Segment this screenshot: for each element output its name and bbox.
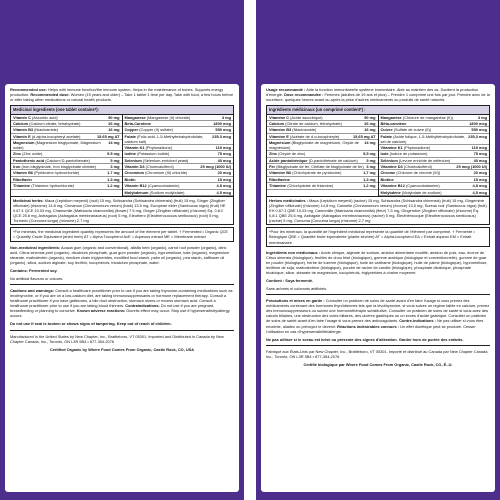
ingredient-row bbox=[123, 134, 234, 145]
ingredient-name-label: Vitamine D3 bbox=[380, 164, 403, 170]
ingredient-name bbox=[125, 127, 216, 132]
ingredient-row bbox=[379, 190, 490, 196]
ingredient-name-label: Sélénium bbox=[380, 157, 398, 163]
ingredient-amount: 1.7 mg bbox=[107, 170, 120, 176]
manufacturer-info: Manufactured in the United States by New Chapter, Inc., Brattleboro, VT 05301. Imported and Distributed in Canada by New Chapter Canada, Inc., Toronto, ON L3R 5B4 • 877-354-2076 bbox=[10, 333, 224, 344]
ingredient-source: (Copper (II) sulfate) bbox=[139, 127, 173, 133]
ingredient-amount: 5 mg bbox=[366, 157, 376, 163]
ingredient-name bbox=[269, 151, 363, 156]
ingredients-column-right bbox=[378, 115, 490, 196]
ingredient-name-label: Vitamine E bbox=[269, 133, 289, 139]
ingredient-name bbox=[269, 158, 366, 163]
ingredient-source: (Chromium (III) chloride) bbox=[145, 170, 188, 176]
ingredient-row bbox=[11, 140, 122, 151]
ingredient-name bbox=[13, 170, 107, 175]
ingredient-name-label: Biotine bbox=[380, 176, 394, 182]
ingredient-amount: 20 mcg bbox=[473, 170, 487, 176]
ingredient-name-label: Iron bbox=[13, 164, 21, 170]
ingredient-source: (Cyanocobalamin) bbox=[147, 183, 180, 189]
ingredient-name bbox=[381, 134, 469, 144]
ingredient-name bbox=[125, 145, 216, 150]
ingredient-name bbox=[381, 115, 478, 120]
adverse-reactions-heading: Réactions indésirables connues : bbox=[337, 323, 400, 329]
recommended-use-heading: Recommended use: bbox=[10, 87, 47, 92]
ingredient-source: (d-alpha-tocopheryl acetate) bbox=[31, 133, 81, 139]
cautions-text: Consult a healthcare practitioner prior to use if you are taking thyroxine-containing medications such as levothyroxine, or if you are on a low-calcium diet, are taking immunosuppressants or hormone replacement therapy. Consult a healthcare practitioner if you have gallstones, a bile duct obstruction, stomach ulcers or excess stomach acid. Consult a healthcare practitioner prior to use if you are taking blood thinners. bbox=[10, 288, 233, 309]
medicinal-ingredients-panel bbox=[10, 105, 234, 225]
ingredient-name-label: Zinc bbox=[13, 151, 21, 157]
ingredient-name-label: Manganèse bbox=[380, 114, 402, 120]
divider bbox=[10, 284, 234, 285]
ingredient-amount: 4.5 mcg bbox=[216, 189, 231, 195]
ingredient-amount: 15,65 mg AT bbox=[353, 133, 376, 139]
legend-footnote: *For minerals, the medicinal ingredient quantity represents the amount of the element per tablet. † Fermented • Organic QCE = Quantity Crude Equivalent (dried herb) AT = Alpha Tocopherol AcE = Aqueous extract ME = Membrane extract bbox=[10, 227, 234, 241]
ingredient-source: (Iodure de potassium) bbox=[389, 151, 428, 157]
no-artificial-statement: No artificial flavours or colours. bbox=[10, 275, 64, 281]
ingredient-name bbox=[13, 115, 108, 120]
adverse-reactions-text: Diuretic effect may occur. Stop use if hypersensitivity/allergy occurs. bbox=[10, 308, 230, 319]
recommended-use-text: Aide la fonction immunitaire/le système immunitaire. Aide au maintien des os. Soutient la production d'énergie. bbox=[266, 87, 479, 98]
ingredient-name-label: Zinc bbox=[269, 151, 277, 157]
ingredient-amount: 3 mg bbox=[477, 114, 487, 120]
ingredient-name bbox=[269, 183, 363, 188]
ingredient-source: (Iron bisglycinate, Iron bisglycinate chelate) bbox=[21, 164, 97, 170]
ingredient-amount: 90 mg bbox=[364, 114, 376, 120]
ingredient-name-label: Vitamin B3 bbox=[13, 127, 34, 133]
ingredient-amount: 5,5 mg bbox=[363, 151, 376, 157]
ingredient-name-label: Beta-Carotene bbox=[124, 120, 152, 126]
ingredient-amount: 1,3 mg bbox=[363, 176, 376, 182]
ingredient-amount: 40 mcg bbox=[217, 157, 231, 163]
organic-certification: Certifié biologique par Where Food Comes From Organic, Castle Rock, CO, É.-U. bbox=[303, 361, 453, 367]
ingredient-source: (Oxyde de zinc) bbox=[278, 151, 306, 157]
ingredient-name-label: Riboflavin bbox=[13, 176, 32, 182]
non-medicinal-heading: Non-medicinal ingredients: bbox=[10, 244, 61, 250]
ingredient-source: (Selenium-enriched yeast) bbox=[142, 157, 189, 163]
medicinal-herbs-text: Maca (Lepidium meyenii) (root) 15 mg, Schisandra (Schisandra chinensis) (fruit) 15 mg, Ginger (Zingiber officinale) (rhizome) 14.8 mg, Cinnamon (Cinnamomum verum) (bark) 13.5 mg, European elder (Sambucus nigra) (fruit) HE 0.67:1 QCE 10.03 mg, Chamomile (Matricaria chamomilla) (flower) 7.5 mg, Ginger (Zingiber officinale) (rhizome) Eq. 0.8:1 QCE 25.6 mg, Astragalus (Astragalus membranaceus) (root) 5 mg, Eleuthero (Eleutherococcus senticosus) (root) 5 mg, Turmeric (Curcuma longa) (rhizome) 2.7 mg bbox=[13, 198, 226, 224]
ingredient-name bbox=[269, 170, 363, 175]
ingredient-row bbox=[123, 190, 234, 196]
ingredient-name-label: Iodine bbox=[124, 151, 136, 157]
ingredient-name-label: Acide pantothénique bbox=[269, 157, 308, 163]
ingredient-source: (Cholecalciferol) bbox=[145, 164, 174, 170]
ingredient-name bbox=[125, 177, 218, 182]
ingredient-amount: 1,2 mg bbox=[363, 183, 376, 189]
ingredient-name bbox=[381, 158, 474, 163]
ingredient-amount: 5.5 mg bbox=[107, 151, 120, 157]
label-panel-english bbox=[0, 0, 244, 500]
ingredient-name-label: Calcium bbox=[13, 120, 29, 126]
ingredient-source: (Chlorure de manganèse (II)) bbox=[402, 114, 453, 120]
adverse-reactions-heading: Known adverse reactions: bbox=[76, 308, 126, 314]
ingredient-source: (Sodium molybdate) bbox=[149, 189, 185, 195]
recommended-use bbox=[266, 87, 490, 102]
medicinal-herbs-heading: Herbes médicinales : bbox=[269, 198, 308, 203]
contraindications-heading: Contraindications: bbox=[125, 303, 160, 309]
ingredients-column-right bbox=[122, 115, 234, 196]
ingredient-amount: 15 mcg bbox=[473, 176, 487, 182]
label-panel-french bbox=[256, 0, 500, 500]
ingredient-name bbox=[125, 183, 217, 188]
ingredient-source: (Cyanocobalamine) bbox=[405, 183, 440, 189]
ingredient-amount: 16 mg bbox=[108, 127, 120, 133]
ingredient-name-label: Bêta-carotène bbox=[380, 120, 407, 126]
ingredient-name bbox=[381, 183, 473, 188]
ingredient-name-label: Thiamine bbox=[13, 183, 31, 189]
ingredient-amount: 4.8 mcg bbox=[216, 183, 231, 189]
ingredient-amount: 40 mcg bbox=[473, 157, 487, 163]
ingredient-name bbox=[13, 151, 107, 156]
ingredient-name-label: Selenium bbox=[124, 157, 142, 163]
recommended-use-text: Helps with immune function/the immune system. Helps in the maintenance of bones. Supports energy production. bbox=[10, 87, 224, 98]
ingredient-row bbox=[11, 183, 122, 189]
ingredient-name-label: Vitamin K1 bbox=[124, 144, 145, 150]
ingredient-name-label: Thiamine bbox=[269, 183, 287, 189]
cautions-text: Consulter un praticien de soins de santé avant d'en faire l'usage si vous prenez des médicaments contenant des hormones thyroïdiennes tels que la lévothyroxine, si vous suivez un régime faible en calcium, prenez des immunosuppresseurs ou suivez une hormonothérapie substitutive. Consulter un praticien de soins de santé si vous avez des calculs biliaires, une obstruction des voies biliaires, des ulcères gastriques ou un excès d'acide gastrique. Consulter un praticien de soins de santé avant d'en faire l'usage si vous prenez des anticoagulants. bbox=[266, 298, 490, 324]
cautions-warnings bbox=[10, 288, 234, 318]
ingredient-name-label: Chromium bbox=[124, 170, 144, 176]
ingredient-amount: 26 mg bbox=[108, 120, 120, 126]
manufacturer-info: Fabriqué aux États-Unis par New Chapter, Inc., Brattleboro, VT 05301. Importé et distribué au Canada par New Chapter Canada, Inc., Toronto, ON L3R 5B4 • 877-354-2076 bbox=[266, 348, 489, 359]
ingredient-source: (Cholécalciférol) bbox=[403, 164, 432, 170]
ingredient-amount: 3 mg bbox=[366, 164, 376, 170]
ingredient-name-label: Copper bbox=[124, 127, 139, 133]
non-medicinal-text: Acacia gum (organic and conventional), alfalfa herb (organic), carrot root powder (organic), citric acid, Citrus sinensis peel (organic), dicalcium phosphate, guar gum powder (organic), hypromellose, kale (organic), magnesium stearate, maltodextrin (organic), medium chain triglycerides, modified food starch, palm oil (organic), pea starch, safflower oil (organic), silica, sodium alginate, soy lecithin, tocopherols, tricalcium phosphate, water. bbox=[10, 244, 230, 265]
ingredient-name bbox=[125, 164, 201, 169]
ingredient-name-label: Cuivre bbox=[380, 127, 393, 133]
ingredient-source: (Molybdate de sodium) bbox=[401, 189, 442, 195]
ingredient-name-label: Vitamine B12 bbox=[380, 183, 405, 189]
ingredient-name bbox=[381, 170, 474, 175]
ingredient-name bbox=[125, 190, 217, 195]
ingredient-amount: 4,5 mcg bbox=[472, 189, 487, 195]
non-medicinal-ingredients bbox=[266, 250, 490, 275]
ingredient-source: (Phytonadione) bbox=[145, 144, 173, 150]
ingredient-amount: 25 mcg (1000 IU) bbox=[200, 164, 231, 170]
ingredient-name bbox=[13, 140, 108, 150]
ingredient-amount: 119 mcg bbox=[215, 144, 231, 150]
ingredient-name bbox=[13, 164, 110, 169]
ingredient-name-label: Iode bbox=[380, 151, 389, 157]
ingredient-amount: 26 mg bbox=[364, 120, 376, 126]
ingredient-amount: 1,7 mg bbox=[363, 170, 376, 176]
medicinal-herbs-heading: Medicinal herbs: bbox=[13, 198, 44, 203]
contains-statement: Contains: Fermented soy. bbox=[10, 267, 58, 273]
ingredient-name bbox=[13, 134, 97, 139]
ingredient-source: (Thiamine hydrochloride) bbox=[31, 183, 75, 189]
ingredient-name bbox=[269, 134, 353, 139]
ingredient-row bbox=[267, 183, 378, 189]
ingredient-source: (Acétate de d-α-tocophéryle) bbox=[289, 133, 340, 139]
ingredient-name bbox=[13, 158, 110, 163]
ingredient-name-label: Biotin bbox=[124, 176, 136, 182]
recommended-use-heading: Usage recommandé : bbox=[266, 87, 306, 92]
ingredient-amount: 14 mg bbox=[364, 140, 376, 146]
cautions-heading: Cautions and warnings: bbox=[10, 288, 55, 294]
ingredient-name-label: Vitamin B6 bbox=[13, 170, 34, 176]
ingredient-amount: 16 mg bbox=[364, 127, 376, 133]
ingredient-name bbox=[269, 121, 364, 126]
ingredient-amount: 15 mcg bbox=[217, 176, 231, 182]
ingredient-amount: 550 mcg bbox=[471, 127, 487, 133]
ingredient-source: (Bisglycinate de magnésium, Oxyde de magnésium) bbox=[269, 140, 359, 151]
ingredient-amount: 25 mcg (1000 UI) bbox=[456, 164, 487, 170]
ingredient-name-label: Riboflavine bbox=[269, 176, 290, 182]
ingredient-name bbox=[381, 177, 474, 182]
organic-certification: Certified Organic by Where Food Comes From Organic, Castle Rock, CO, USA bbox=[49, 346, 195, 352]
ingredient-name bbox=[381, 127, 472, 132]
non-medicinal-text: Acide citrique, alginate de sodium, amidon alimentaire modifié, amidon de pois, eau, écorce de Citrus sinensis (biologique), feuilles de chou frisé (biologique), gomme arabique (biologique et conventionnelle), gomme de guar en poudre (biologique), herbe de luzerne (biologique), huile de carthame (biologique), huile de palme (biologique), hypromellose, lécithine de soja, maltodextrine (biologique), poudre de racine de carotte (biologique), phosphate dicalcique, phosphate tricalcique, silice, stéarate de magnésium, tocophérols, triglycérides à chaîne moyenne. bbox=[266, 249, 488, 275]
ingredient-source: (Niacinamide) bbox=[34, 127, 59, 133]
ingredient-source: (Magnesium bisglycinate, Magnesium oxide) bbox=[13, 140, 101, 151]
ingredients-column-left bbox=[267, 115, 378, 196]
medicinal-ingredients-title: Medicinal ingredients (one tablet contains*): bbox=[11, 106, 233, 114]
ingredient-row bbox=[267, 140, 378, 151]
ingredient-amount: 4,8 mcg bbox=[472, 183, 487, 189]
ingredient-amount: 75 mcg bbox=[217, 151, 231, 157]
ingredient-source: (Zinc oxide) bbox=[22, 151, 43, 157]
ingredient-name bbox=[381, 121, 470, 126]
ingredient-name-label: Folate bbox=[124, 133, 136, 139]
ingredient-name-label: Molybdène bbox=[380, 189, 401, 195]
ingredient-name-label: Vitamin B12 bbox=[124, 183, 147, 189]
recommended-use bbox=[10, 87, 234, 102]
ingredient-name bbox=[13, 121, 108, 126]
ingredient-amount: 3 mg bbox=[221, 114, 231, 120]
ingredient-amount: 1800 mcg bbox=[213, 120, 231, 126]
legend-footnote: *Pour les minéraux, la quantité de l'ingrédient médicinal représente la quantité de l'élément par comprimé. † Fermenté • Biologique QBE = Quantité brute équivalente (plante séchée) AT = Alpha-tocophérol EA = Extrait aqueux EM = Extrait membranaire bbox=[266, 227, 490, 246]
ingredient-amount: 3 mg bbox=[110, 164, 120, 170]
medicinal-ingredients-panel bbox=[266, 105, 490, 225]
medicinal-ingredients-title: Ingrédients médicinaux (un comprimé contient*) : bbox=[267, 106, 489, 114]
cautions-warnings bbox=[266, 298, 490, 334]
contraindications-text: Do not use if you are pregnant, breastfeeding or planning to conceive. bbox=[10, 303, 215, 314]
ingredient-source: (Phytonadione) bbox=[403, 144, 431, 150]
ingredient-name bbox=[125, 134, 213, 144]
ingredient-name bbox=[125, 121, 214, 126]
ingredient-name-label: Vitamin C bbox=[13, 114, 31, 120]
ingredient-name bbox=[269, 127, 364, 132]
contraindications-heading: Contre-indications : bbox=[399, 318, 436, 324]
contraindications-text: Ne pas utiliser si vous êtes enceinte, allaitez ou prévoyez le devenir. bbox=[266, 318, 484, 329]
cautions-heading: Précautions et mises en garde : bbox=[266, 298, 325, 304]
non-medicinal-heading: Ingrédients non médicinaux : bbox=[266, 249, 321, 255]
ingredient-amount: 5 mg bbox=[110, 157, 120, 163]
ingredient-amount: 15.65 mg AT bbox=[97, 133, 120, 139]
ingredient-name-label: Folate bbox=[380, 133, 392, 139]
ingredient-name-label: Magnesium bbox=[13, 140, 35, 146]
ingredient-amount: 1.2 mg bbox=[107, 183, 120, 189]
ingredient-name-label: Chrome bbox=[380, 170, 396, 176]
ingredient-row bbox=[379, 134, 490, 145]
ingredient-name bbox=[269, 177, 363, 182]
ingredient-name bbox=[125, 151, 218, 156]
divider bbox=[266, 294, 490, 295]
ingredient-source: (Calcium D-pantothenate) bbox=[45, 157, 90, 163]
ingredient-amount: 75 mcg bbox=[473, 151, 487, 157]
ingredient-name-label: Vitamine K1 bbox=[380, 144, 403, 150]
ingredient-name-label: Vitamin D3 bbox=[124, 164, 145, 170]
ingredient-source: (Folic acid, L-5-Methyltetrahydrofolate, calcium salt) bbox=[124, 133, 204, 144]
ingredient-source: (Acide ascorbique) bbox=[290, 114, 323, 120]
ingredient-name bbox=[125, 158, 218, 163]
ingredient-amount: 90 mg bbox=[108, 114, 120, 120]
ingredient-source: (Calcium citrate, tetrahydrate) bbox=[29, 120, 81, 126]
non-medicinal-ingredients bbox=[10, 245, 234, 265]
ingredient-name bbox=[125, 170, 218, 175]
contains-statement: Contient : Soya fermenté. bbox=[266, 278, 314, 284]
ingredient-source: (Niacinamide) bbox=[292, 127, 317, 133]
ingredient-name bbox=[13, 177, 107, 182]
ingredient-source: (Levure enrichie de sélénium) bbox=[398, 157, 451, 163]
ingredient-source: (Citrate de calcium, tétrahydraté) bbox=[285, 120, 342, 126]
recommended-dose-text: Femmes (adultes de 19 ans et plus) – Prendre 1 comprimé une fois par jour. Prendre avec de la nourriture, quelques heures avant ou après la prise d'autres médicaments ou produits de santé naturels. bbox=[266, 92, 490, 103]
ingredient-source: (Chlorure de chrome (III)) bbox=[396, 170, 441, 176]
ingredient-name-label: Fer bbox=[269, 164, 276, 170]
recommended-dose-heading: Dose recommandée : bbox=[284, 92, 324, 98]
label-card-english bbox=[5, 84, 239, 492]
ingredient-source: (Manganese (II) chloride) bbox=[146, 114, 191, 120]
tamper-warning: Ne pas utiliser si le sceau est brisé ou présente des signes d'altération. Garder hors de portée des enfants. bbox=[266, 336, 464, 342]
divider bbox=[10, 330, 234, 331]
ingredient-amount: 235,3 mcg bbox=[468, 133, 487, 139]
label-card-french bbox=[261, 84, 495, 492]
ingredient-source: (D-pantothénate de calcium) bbox=[308, 157, 358, 163]
ingredient-name-label: Vitamin E bbox=[13, 133, 31, 139]
ingredient-name-label: Pantothenic acid bbox=[13, 157, 45, 163]
ingredient-amount: 1.3 mg bbox=[107, 176, 120, 182]
divider bbox=[266, 345, 490, 346]
ingredient-name bbox=[13, 127, 108, 132]
no-artificial-statement: Sans arômes ni colorants artificiels. bbox=[266, 286, 328, 292]
ingredient-source: (Chlorhydrate de thiamine) bbox=[287, 183, 334, 189]
ingredient-name-label: Vitamine B6 bbox=[269, 170, 292, 176]
ingredient-amount: 119 mcg bbox=[471, 144, 487, 150]
ingredients-column-left bbox=[11, 115, 122, 196]
ingredient-amount: 14 mg bbox=[108, 140, 120, 146]
ingredient-name-label: Vitamine B3 bbox=[269, 127, 292, 133]
ingredient-name bbox=[269, 140, 364, 150]
ingredient-name bbox=[381, 190, 473, 195]
medicinal-herbs bbox=[11, 196, 233, 224]
medicinal-herbs-text: Maca (Lepidium meyenii) (racine) 15 mg, Schisandra (Schisandra chinensis) (fruit) 15 mg, Gingembre (Zingiber officinale) (rhizome) 14,8 mg, Cannelle (Cinnamomum verum) (écorce) 13,5 mg, Sureau noir (Sambucus nigra) (fruit) EH 0,67:1 QBE 10,03 mg, Camomille (Matricaria chamomilla) (fleur) 7,5 mg, Gingembre (Zingiber officinale) (rhizome) Éq. 0,8:1 QBE 25,6 mg, Astragale (Astragalus membranaceus) (racine) 5 mg, Éleuthérocoque (Eleutherococcus senticosus) (racine) 5 mg, Curcuma (Curcuma longa) (rhizome) 2,7 mg bbox=[269, 198, 487, 224]
ingredient-name bbox=[13, 183, 107, 188]
ingredient-source: (Pyridoxine hydrochloride) bbox=[34, 170, 80, 176]
ingredient-name bbox=[381, 151, 474, 156]
ingredient-name-label: Molybdenum bbox=[124, 189, 149, 195]
ingredient-name-label: Calcium bbox=[269, 120, 285, 126]
adverse-reactions-text: Un effet diurétique peut se produire. Cesser l'utilisation en cas d'hypersensibilité/allergie. bbox=[266, 323, 476, 334]
recommended-dose-text: Women (19 years and older) – Take 1 tablet 1 time per day. Take with food, a few hours before or after taking other medications or natural health products. bbox=[10, 92, 234, 103]
ingredient-name-label: Manganese bbox=[124, 114, 146, 120]
ingredient-name bbox=[125, 115, 222, 120]
ingredient-name bbox=[381, 145, 472, 150]
recommended-dose-heading: Recommended dose: bbox=[30, 92, 70, 98]
ingredient-source: (Chlorhydrate de pyridoxine) bbox=[292, 170, 342, 176]
ingredient-amount: 550 mcg bbox=[215, 127, 231, 133]
ingredient-source: (Sulfate de cuivre (II)) bbox=[393, 127, 432, 133]
ingredient-source: (Bisglycinate de fer, Chélate de bisglycinate de fer) bbox=[276, 164, 364, 170]
ingredient-source: (Acide folique, L-5-Méthyltétrahydrofolate, sel de calcium) bbox=[380, 133, 466, 144]
ingredient-source: (Potassium iodide) bbox=[137, 151, 170, 157]
ingredient-name bbox=[269, 115, 364, 120]
ingredient-amount: 235.3 mcg bbox=[212, 133, 231, 139]
ingredient-amount: 1800 mcg bbox=[469, 120, 487, 126]
ingredient-name-label: Magnésium bbox=[269, 140, 291, 146]
ingredient-name bbox=[381, 164, 457, 169]
ingredient-name-label: Vitamine C bbox=[269, 114, 290, 120]
ingredient-amount: 20 mcg bbox=[217, 170, 231, 176]
tamper-warning: Do not use if seal is broken or shows signs of tampering. Keep out of reach of children. bbox=[10, 321, 172, 327]
ingredient-source: (Ascorbic acid) bbox=[31, 114, 58, 120]
ingredient-name bbox=[269, 164, 366, 169]
medicinal-herbs bbox=[267, 196, 489, 224]
